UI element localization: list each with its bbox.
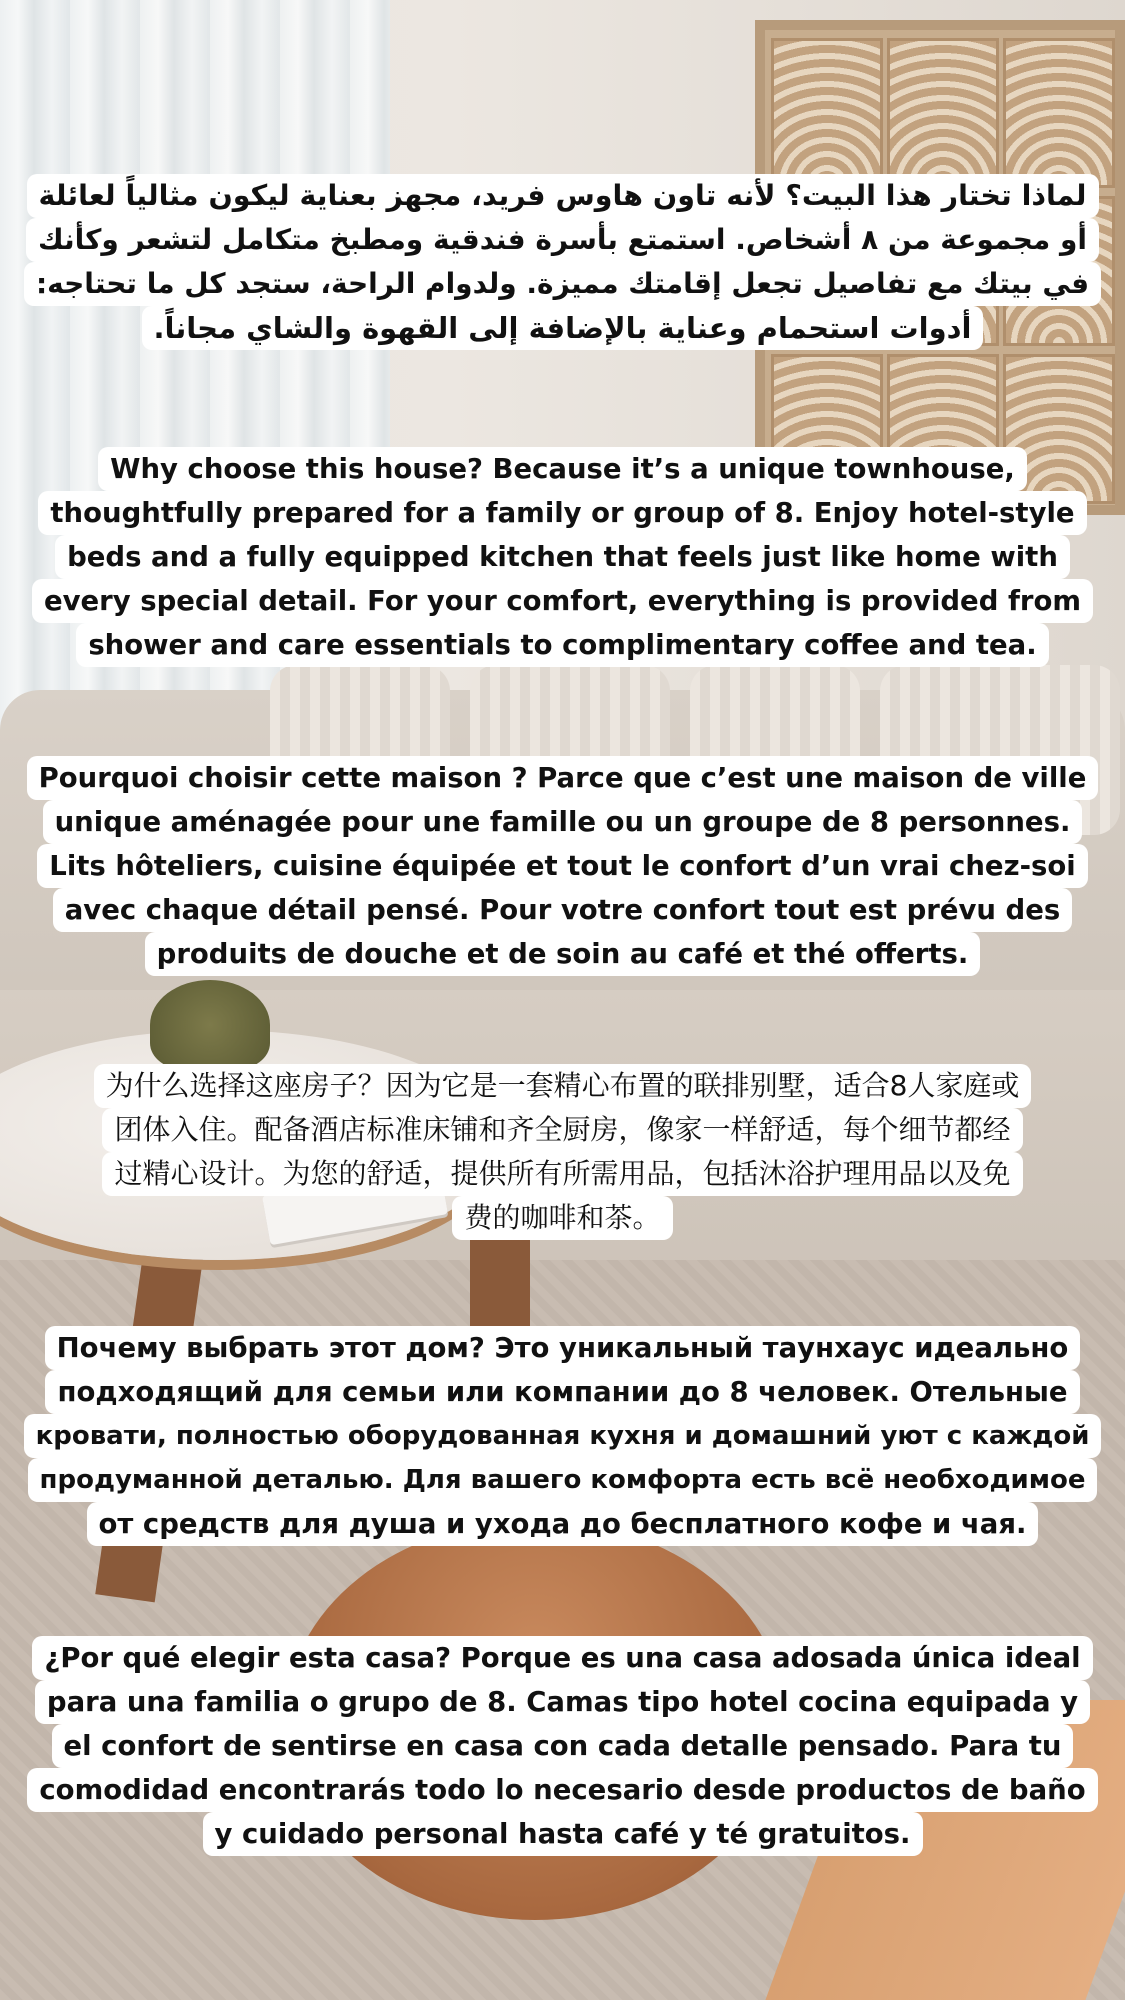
caption-line: ¿Por qué elegir esta casa? Porque es una casa adosada única ideal: [32, 1636, 1092, 1680]
caption-line: avec chaque détail pensé. Pour votre confort tout est prévu des: [53, 888, 1073, 932]
caption-line: кровати, полностью оборудованная кухня и домашний уют с каждой: [24, 1414, 1102, 1458]
caption-line: 团体入住。配备酒店标准床铺和齐全厨房，像家一样舒适，每个细节都经: [102, 1108, 1022, 1152]
caption-line: لماذا تختار هذا البيت؟ لأنه تاون هاوس فريد، مجهز بعناية ليكون مثالياً لعائلة: [27, 174, 1099, 218]
caption-line: أو مجموعة من ٨ أشخاص. استمتع بأسرة فندقية ومطبخ متكامل لتشعر وكأنك: [26, 218, 1099, 262]
caption-line: Pourquoi choisir cette maison ? Parce que c’est une maison de ville: [27, 756, 1099, 800]
art-tile: [771, 38, 883, 188]
caption-russian: [0, 1326, 1125, 1546]
art-tile: [1003, 38, 1115, 188]
caption-french: [0, 756, 1125, 976]
caption-line: y cuidado personal hasta café y té gratuitos.: [203, 1812, 923, 1856]
caption-line: Почему выбрать этот дом? Это уникальный таунхаус идеально: [45, 1326, 1081, 1370]
caption-line: от средств для душа и ухода до бесплатного кофе и чая.: [87, 1502, 1039, 1546]
caption-line: shower and care essentials to complimentary coffee and tea.: [76, 623, 1048, 667]
caption-line: unique aménagée pour une famille ou un groupe de 8 personnes.: [43, 800, 1083, 844]
caption-english: [0, 447, 1125, 667]
caption-line: el confort de sentirse en casa con cada detalle pensado. Para tu: [52, 1724, 1074, 1768]
caption-line: أدوات استحمام وعناية بالإضافة إلى القهوة والشاي مجاناً.: [142, 306, 984, 350]
caption-line: every special detail. For your comfort, everything is provided from: [32, 579, 1093, 623]
caption-line: produits de douche et de soin au café et thé offerts.: [145, 932, 981, 976]
caption-line: في بيتك مع تفاصيل تجعل إقامتك مميزة. ولدوام الراحة، ستجد كل ما تحتاجه:: [24, 262, 1101, 306]
art-tile: [887, 38, 999, 188]
caption-line: Why choose this house? Because it’s a unique townhouse,: [98, 447, 1027, 491]
caption-line: beds and a fully equipped kitchen that feels just like home with: [55, 535, 1070, 579]
caption-line: 为什么选择这座房子？因为它是一套精心布置的联排别墅，适合8人家庭或: [94, 1064, 1032, 1108]
caption-line: para una familia o grupo de 8. Camas tipo hotel cocina equipada y: [35, 1680, 1090, 1724]
caption-line: 费的咖啡和茶。: [452, 1196, 672, 1240]
caption-line: 过精心设计。为您的舒适，提供所有所需用品，包括沐浴护理用品以及免: [102, 1152, 1022, 1196]
caption-line: подходящий для семьи или компании до 8 человек. Отельные: [45, 1370, 1079, 1414]
caption-line: comodidad encontrarás todo lo necesario desde productos de baño: [27, 1768, 1097, 1812]
caption-spanish: [0, 1636, 1125, 1856]
plant: [150, 980, 270, 1070]
caption-arabic: [0, 174, 1125, 350]
caption-line: Lits hôteliers, cuisine équipée et tout le confort d’un vrai chez-soi: [37, 844, 1087, 888]
caption-line: thoughtfully prepared for a family or group of 8. Enjoy hotel-style: [38, 491, 1086, 535]
caption-chinese: [0, 1064, 1125, 1240]
caption-line: продуманной деталью. Для вашего комфорта есть всё необходимое: [28, 1458, 1098, 1502]
